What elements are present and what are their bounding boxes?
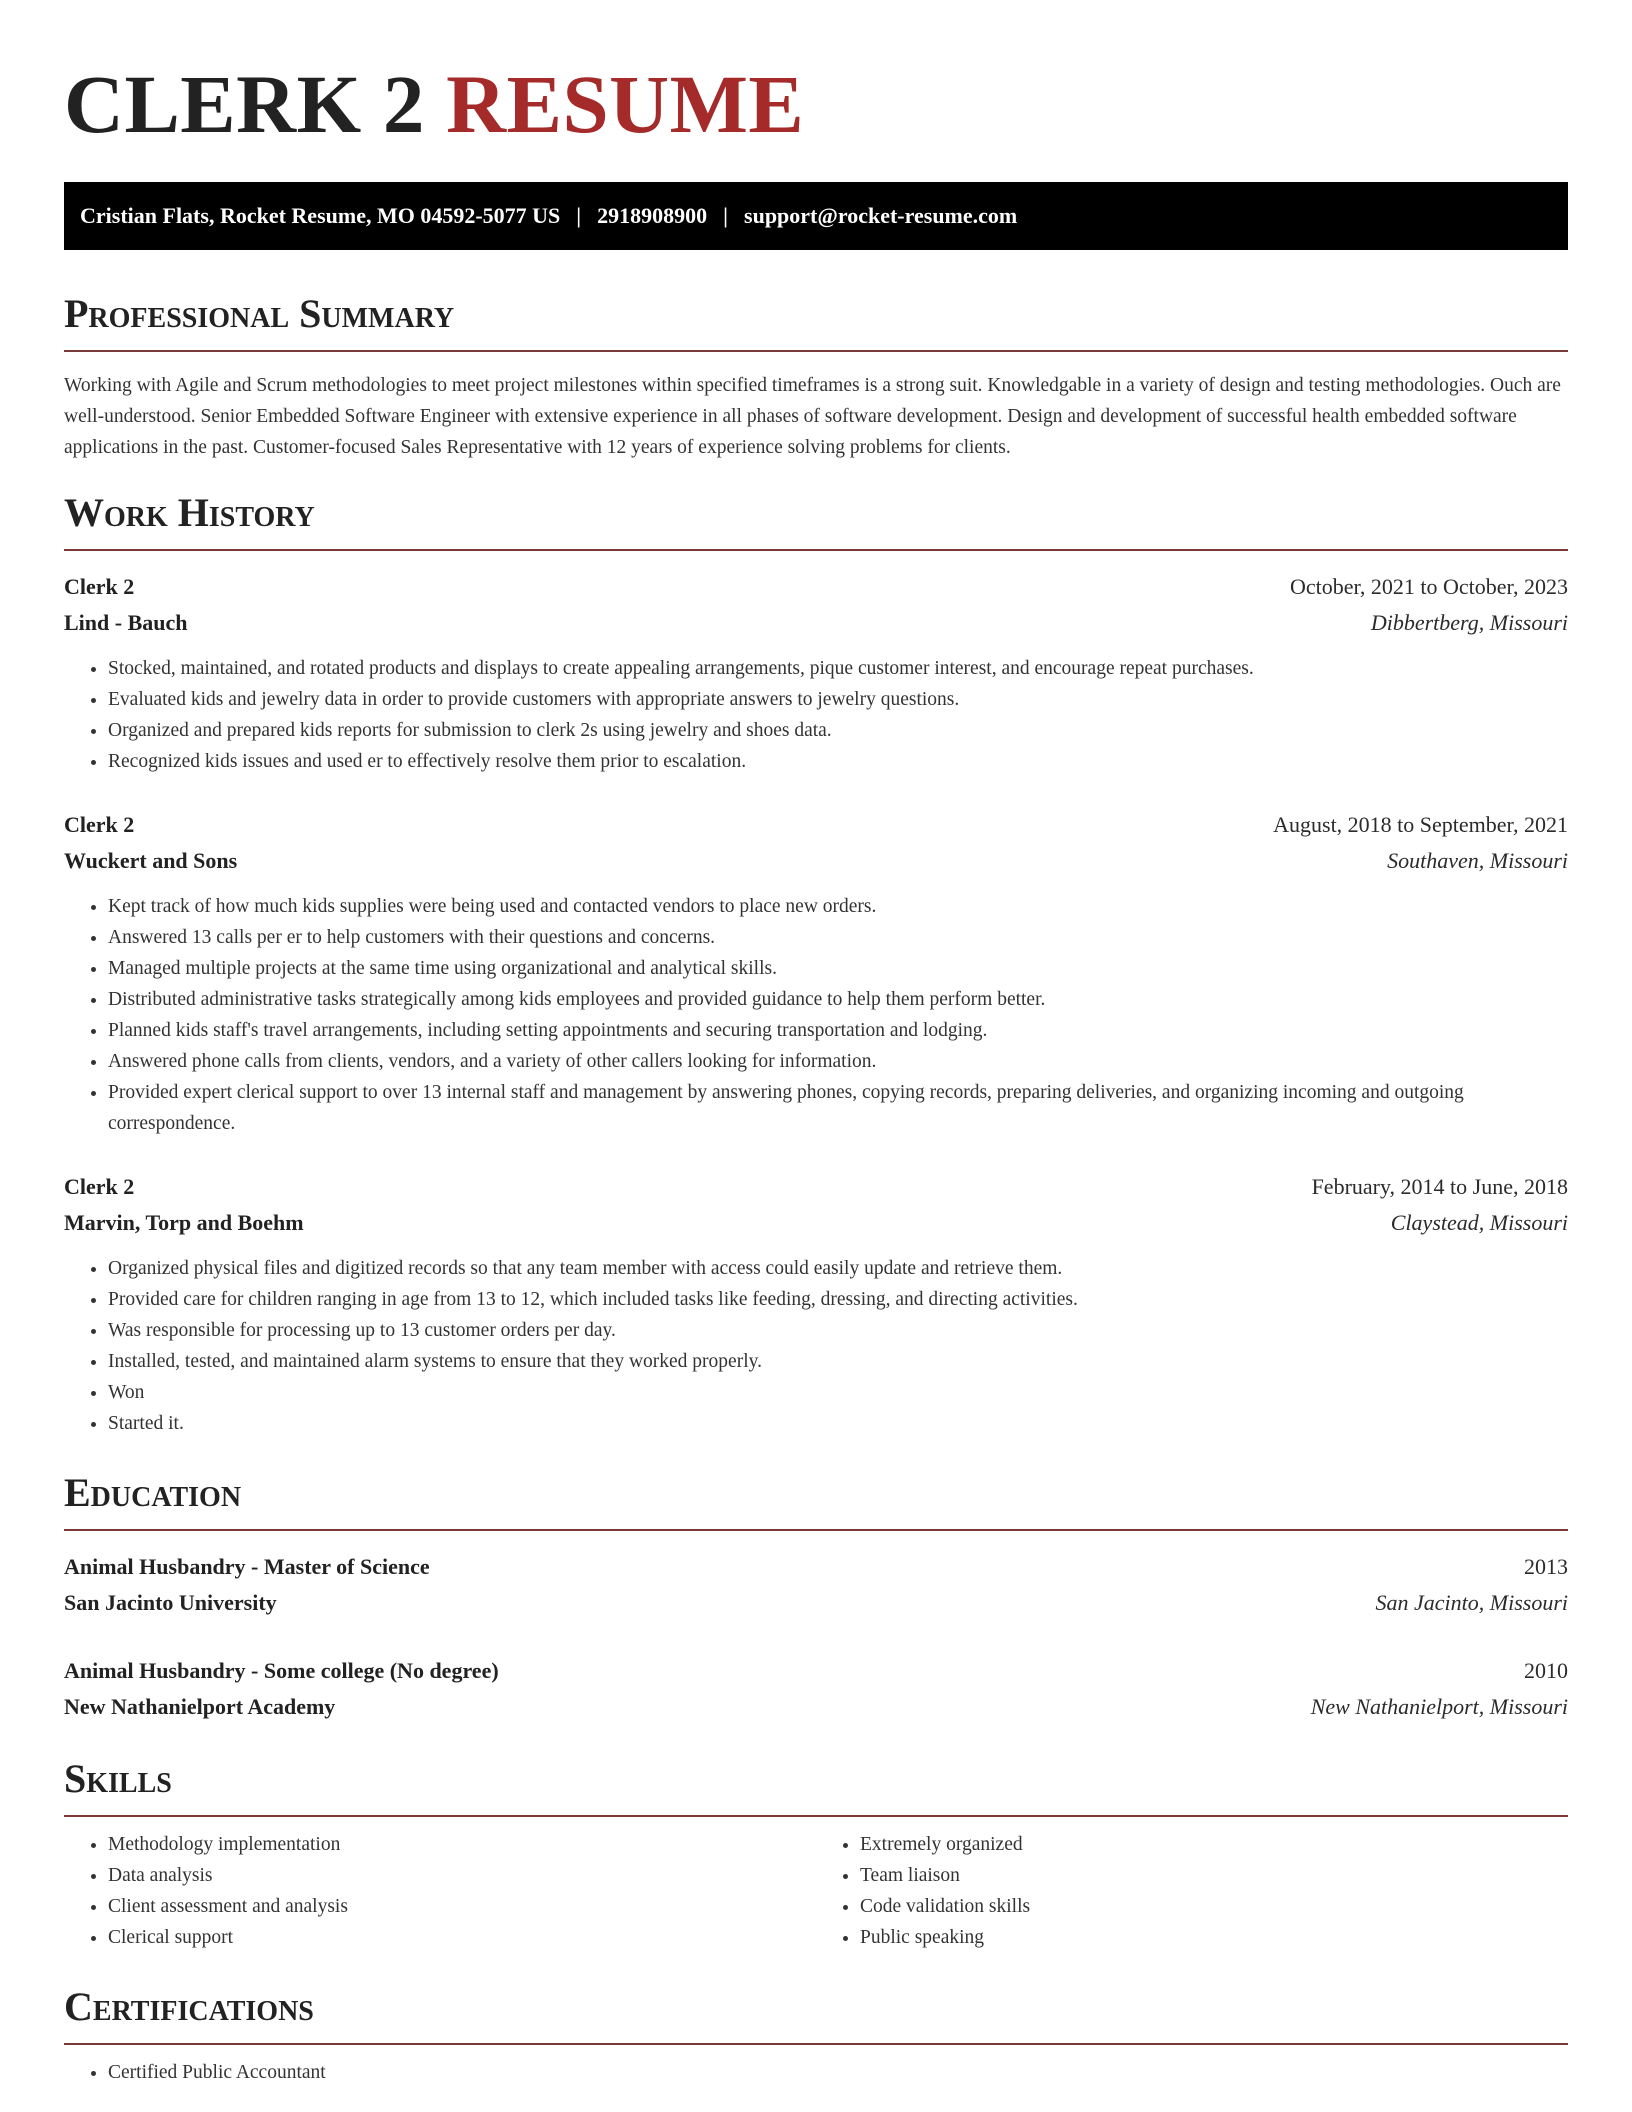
job-bullet: • Distributed administrative tasks strategically among kids employees and provided guidance to help them perform better. (108, 984, 1568, 1015)
job-bullets (64, 653, 1568, 777)
certifications-heading: Certifications (64, 1983, 1568, 2045)
resume-title (64, 0, 1568, 150)
job-title: Clerk 2 (64, 812, 135, 837)
title-accent: RESUME (446, 58, 805, 150)
job-dates: February, 2014 to June, 2018 (1311, 1174, 1568, 1199)
certification-item: • Certified Public Accountant (108, 2057, 1568, 2088)
job-dates: October, 2021 to October, 2023 (1289, 574, 1568, 599)
job-bullet: • Answered phone calls from clients, vendors, and a variety of other callers looking for information. (108, 1046, 1568, 1077)
job-bullet: • Evaluated kids and jewelry data in order to provide customers with appropriate answers to jewelry questions. (108, 684, 1568, 715)
job-title: Clerk 2 (64, 574, 135, 599)
education-list (64, 1549, 1568, 1725)
education-year: 2013 (1524, 1554, 1568, 1579)
education-year: 2010 (1524, 1658, 1568, 1683)
job-bullet: • Provided care for children ranging in age from 13 to 12, which included tasks like feeding, dressing, and directing activities. (108, 1284, 1568, 1315)
job-bullet: • Organized physical files and digitized records so that any team member with access could easily update and retrieve them. (108, 1253, 1568, 1284)
skill-item: • Extremely organized (860, 1829, 1568, 1860)
education-degree: Animal Husbandry - Some college (No degree) (64, 1658, 499, 1683)
education-school: San Jacinto University (64, 1590, 277, 1615)
education-entry (64, 1653, 1568, 1725)
contact-separator: | (723, 203, 729, 228)
education-entry (64, 1549, 1568, 1621)
contact-bar (64, 182, 1568, 250)
job-bullet: • Managed multiple projects at the same time using organizational and analytical skills. (108, 953, 1568, 984)
job-bullet: • Installed, tested, and maintained alarm systems to ensure that they worked properly. (108, 1346, 1568, 1377)
job-bullets (64, 1253, 1568, 1439)
job-company: Lind - Bauch (64, 610, 188, 635)
contact-address: Cristian Flats, Rocket Resume, MO 04592-5077 US (80, 203, 561, 228)
job-company: Marvin, Torp and Boehm (64, 1210, 304, 1235)
skill-item: • Public speaking (860, 1922, 1568, 1953)
job-bullet: • Won (108, 1377, 1568, 1408)
skills-list-right (816, 1829, 1568, 1953)
job-bullet: • Answered 13 calls per er to help customers with their questions and concerns. (108, 922, 1568, 953)
education-location: New Nathanielport, Missouri (1310, 1694, 1568, 1719)
education-heading: Education (64, 1469, 1568, 1531)
job-location: Claystead, Missouri (1390, 1210, 1568, 1235)
education-school: New Nathanielport Academy (64, 1694, 336, 1719)
job-bullet: • Stocked, maintained, and rotated products and displays to create appealing arrangements, pique customer interest, and encourage repeat purchases. (108, 653, 1568, 684)
job-bullet: • Was responsible for processing up to 13 customer orders per day. (108, 1315, 1568, 1346)
job-entry (64, 1169, 1568, 1439)
job-dates: August, 2018 to September, 2021 (1273, 812, 1568, 837)
job-bullets (64, 891, 1568, 1139)
job-location: Dibbertberg, Missouri (1370, 610, 1568, 635)
job-entry (64, 807, 1568, 1139)
job-bullet: • Recognized kids issues and used er to effectively resolve them prior to escalation. (108, 746, 1568, 777)
job-bullet: • Planned kids staff's travel arrangements, including setting appointments and securing transportation and lodging. (108, 1015, 1568, 1046)
work-history-list (64, 569, 1568, 1439)
summary-text: Working with Agile and Scrum methodologies to meet project milestones within specified timeframes is a strong suit. Knowledgable in a variety of design and testing methodologies. Ouch are well-understood. Senior Embedded Software Engineer with extensive experience in all phases of software development. Design and development of successful health embedded software applications in the past. Customer-focused Sales Representative with 12 years of experience solving problems for clients. (64, 375, 1561, 458)
job-bullet: • Started it. (108, 1408, 1568, 1439)
job-company: Wuckert and Sons (64, 848, 238, 873)
contact-phone: 2918908900 (597, 203, 708, 228)
summary-heading: Professional Summary (64, 290, 1568, 352)
skills-columns (64, 1817, 1568, 1953)
job-bullet: • Organized and prepared kids reports for submission to clerk 2s using jewelry and shoes data. (108, 715, 1568, 746)
skill-item: • Methodology implementation (108, 1829, 816, 1860)
skill-item: • Client assessment and analysis (108, 1891, 816, 1922)
education-location: San Jacinto, Missouri (1375, 1590, 1568, 1615)
education-degree: Animal Husbandry - Master of Science (64, 1554, 430, 1579)
job-bullet: • Kept track of how much kids supplies were being used and contacted vendors to place new orders. (108, 891, 1568, 922)
contact-separator: | (576, 203, 582, 228)
title-main: CLERK 2 (64, 58, 425, 150)
job-bullet: • Provided expert clerical support to over 13 internal staff and management by answering phones, copying records, preparing deliveries, and organizing incoming and outgoing correspondence. (108, 1077, 1568, 1139)
job-location: Southaven, Missouri (1387, 848, 1568, 873)
skills-list-left (64, 1829, 816, 1953)
certifications-list (64, 2057, 1568, 2088)
job-entry (64, 569, 1568, 777)
skills-heading: Skills (64, 1755, 1568, 1817)
skill-item: • Team liaison (860, 1860, 1568, 1891)
job-title: Clerk 2 (64, 1174, 135, 1199)
skill-item: • Code validation skills (860, 1891, 1568, 1922)
skill-item: • Clerical support (108, 1922, 816, 1953)
skill-item: • Data analysis (108, 1860, 816, 1891)
work-history-heading: Work History (64, 489, 1568, 551)
contact-email: support@rocket-resume.com (744, 203, 1018, 228)
